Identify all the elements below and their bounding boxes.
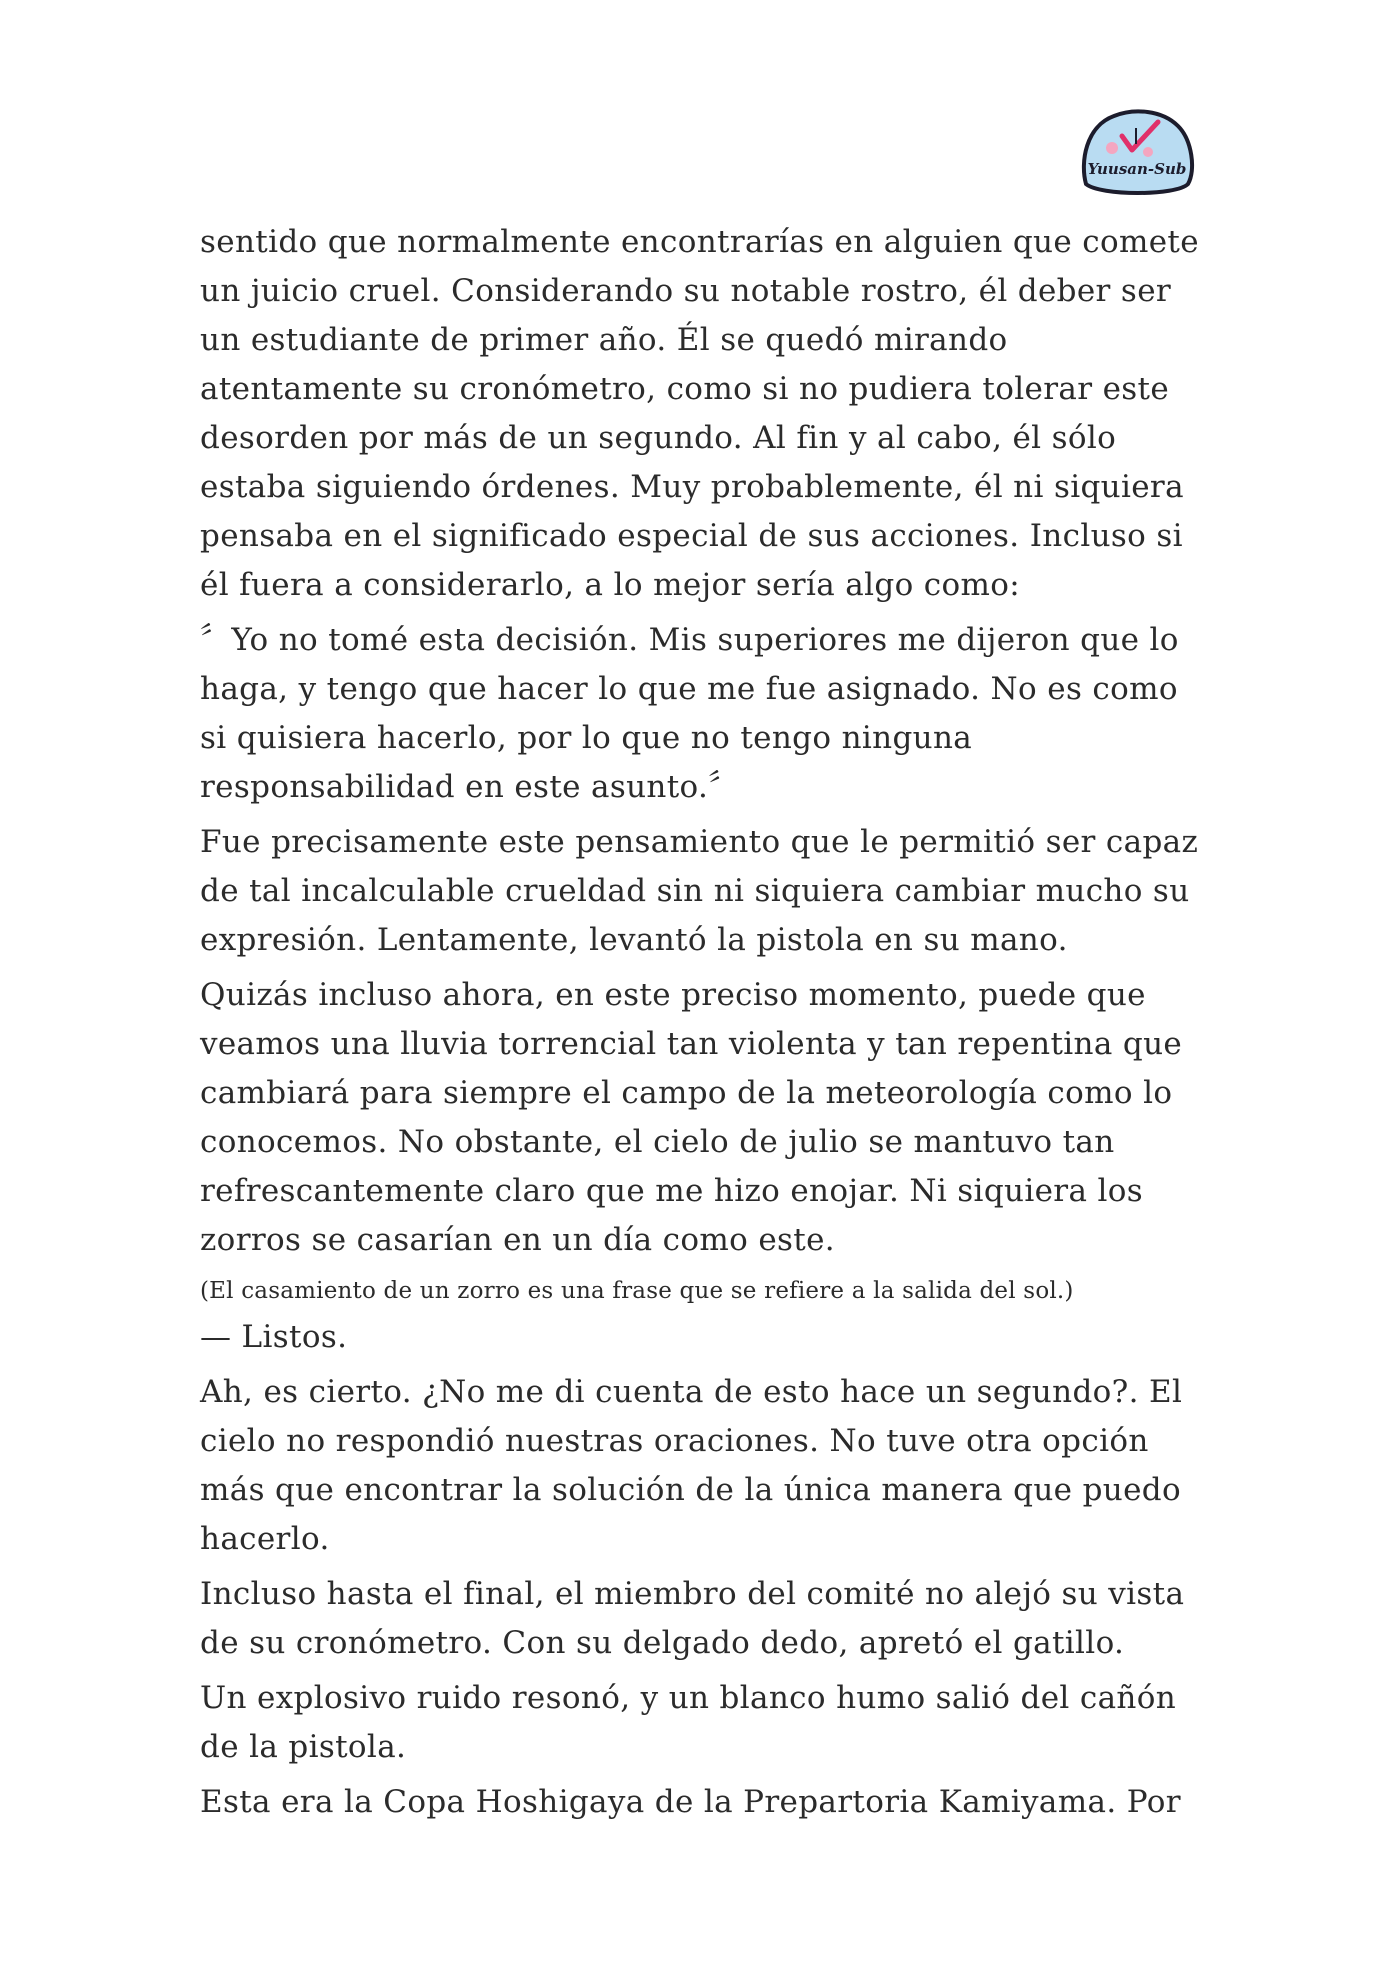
paragraph: sentido que normalmente encontrarías en alguien que comete un juicio cruel. Considerando su notable rostro, él deber ser un estudiante de primer año. Él se quedó mirando atentamente su cronómetro, como si no pudiera tolerar este desorden por más de un segundo. Al fin y al cabo, él sólo estaba siguiendo órdenes. Muy probablemente, él ni siquiera pensaba en el significado especial de sus acciones. Incluso si él fuera a considerarlo, a lo mejor sería algo como:	[200, 224, 1199, 603]
text-body	[200, 218, 1210, 1833]
dialogue-line: — Listos.	[200, 1319, 348, 1355]
paragraph: Incluso hasta el final, el miembro del comité no alejó su vista de su cronómetro. Con su delgado dedo, apretó el gatillo.	[200, 1576, 1185, 1661]
translator-note: (El casamiento de un zorro es una frase que se refiere a la salida del sol.)	[200, 1278, 1074, 1304]
paragraph: Un explosivo ruido resonó, y un blanco humo salió del cañón de la pistola.	[200, 1680, 1177, 1765]
quoted-thought-paragraph: 〞Yo no tomé esta decisión. Mis superiores me dijeron que lo haga, y tengo que hacer lo que me fue asignado. No es como si quisiera hacerlo, por lo que no tengo ninguna responsabilidad en este asunto.〞	[200, 622, 1179, 805]
paragraph: Esta era la Copa Hoshigaya de la Prepartoria Kamiyama. Por	[200, 1784, 1181, 1820]
watermark-logo	[1078, 104, 1196, 200]
paragraph: Ah, es cierto. ¿No me di cuenta de esto hace un segundo?. El cielo no respondió nuestras oraciones. No tuve otra opción más que encontrar la solución de la única manera que puedo hacerlo.	[200, 1374, 1183, 1557]
paragraph: Fue precisamente este pensamiento que le permitió ser capaz de tal incalculable crueldad sin ni siquiera cambiar mucho su expresión. Lentamente, levantó la pistola en su mano.	[200, 824, 1199, 958]
logo-text: Yuusan-Sub	[1087, 160, 1187, 178]
paragraph: Quizás incluso ahora, en este preciso momento, puede que veamos una lluvia torrencial tan violenta y tan repentina que cambiará para siempre el campo de la meteorología como lo conocemos. No obstante, el cielo de julio se mantuvo tan refrescantemente claro que me hizo enojar. Ni siquiera los zorros se casarían en un día como este.	[200, 977, 1183, 1258]
